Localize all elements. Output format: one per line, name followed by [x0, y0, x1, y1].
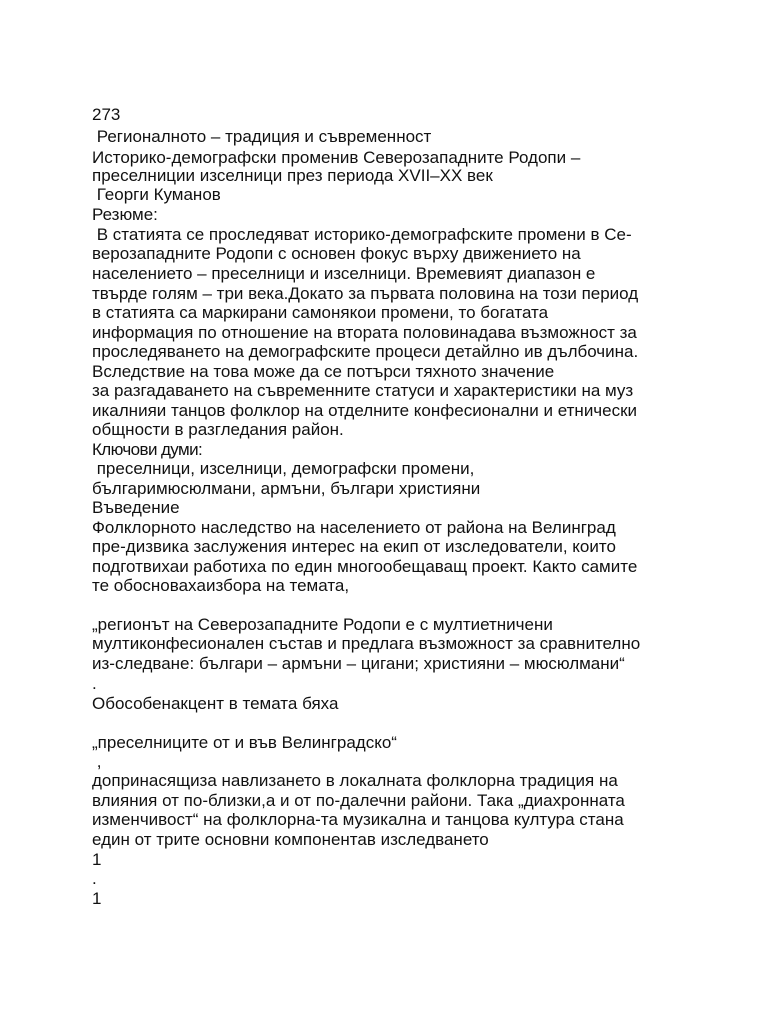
summary-line: в статията са маркирани самонякои промени, то богатата [92, 303, 549, 322]
contrib-line: влияния от по-близки,а и от по-далечни райони. Така „диахронната [92, 791, 625, 810]
summary-heading: Резюме: [92, 205, 158, 224]
keywords-line: българимюсюлмани, армъни, българи християни [92, 479, 481, 498]
quote-line: мултиконфесионален състав и предлага възможност за сравнително [92, 634, 641, 653]
quote2: „преселниците от и във Велинградско“ [92, 733, 397, 752]
accent-line: Обособенакцент в темата бяха [92, 694, 339, 713]
summary-line: В статията се проследяват историко-демографските промени в Се- [92, 225, 632, 244]
summary-line: информация по отношение на втората половинадава възможност за [92, 323, 637, 342]
keywords-line: преселници, изселници, демографски промени, [92, 459, 475, 478]
intro-line: те обосноваxaизбора на темата, [92, 576, 350, 595]
contrib-line: допринасящиза навлизането в локалната фолклорна традиция на [92, 771, 618, 790]
footnote-dot: . [92, 869, 97, 888]
article-title-line: Историко-демографски променив Северозападните Родопи – [92, 148, 581, 167]
summary-line: верозападните Родопи с основен фокус върху движението на [92, 244, 581, 263]
contrib-line: изменчивост“ на фолклорна-та музикална и танцова култура стана [92, 810, 624, 829]
author: Георги Куманов [92, 185, 221, 204]
intro-line: подготвихаи работихa по един многообещаващ проект. Както самите [92, 557, 638, 576]
summary-line: проследяването на демографските процеси детайлно ив дълбочина. [92, 342, 639, 361]
summary-line: икалнияи танцов фолклор на отделните конфесионални и етнически [92, 401, 638, 420]
summary-line: населението – преселници и изселници. Времевият диапазон е [92, 264, 596, 283]
quote-line: из-следване: българи – армъни – цигани; християни – мюсюлмани“ [92, 654, 625, 673]
intro-line: пре-дизвика заслужения интерес на екип от изследователи, които [92, 537, 616, 556]
intro-heading: Въведение [92, 498, 180, 517]
article-title-line: преселниции изселници през периода XVII–XX век [92, 166, 493, 185]
summary-line: общности в разгледания район. [92, 420, 344, 439]
summary-line: Вследствие на това може да се потърси тяхното значение [92, 362, 555, 381]
footnote-number: 1 [92, 889, 102, 908]
quote-end-dot: . [92, 674, 97, 693]
contrib-line: един от трите основни компонентав изследването [92, 830, 489, 849]
summary-line: за разгадаването на съвременните статуси и характеристики на муз [92, 381, 634, 400]
quote-line: „регионът на Северозападните Родопи е с мултиетничени [92, 615, 553, 634]
page-number: 273 [92, 105, 121, 124]
intro-line: Фолклорното наследство на населението от района на Велинград [92, 518, 616, 537]
quote2-comma: , [92, 752, 102, 771]
summary-line: твърде голям – три века.Докато за първата половина на този период [92, 284, 639, 303]
section-title: Регионалното – традиция и съвременност [92, 127, 432, 146]
footnote-marker: 1 [92, 850, 102, 869]
keywords-heading: Ключови думи: [92, 440, 203, 459]
